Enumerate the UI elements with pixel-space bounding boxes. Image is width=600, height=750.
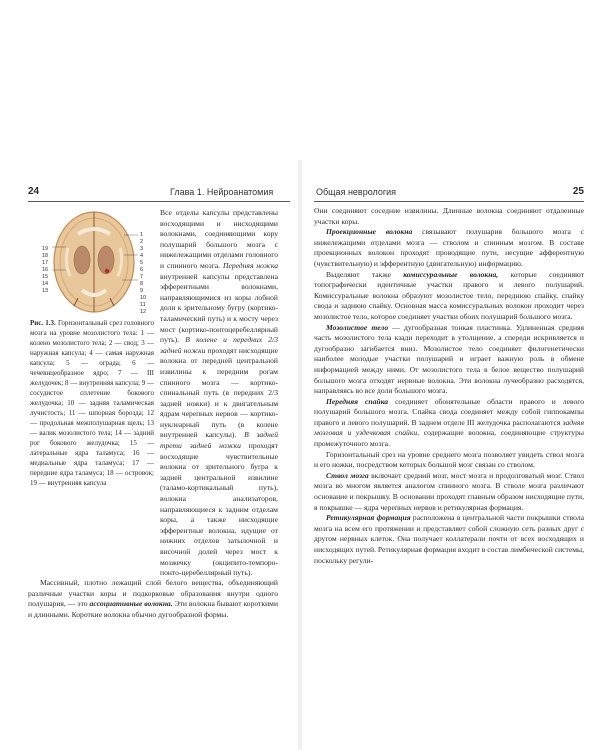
figure-caption — [30, 318, 154, 488]
brain-section-figure — [38, 208, 158, 318]
para-commissural-text: которые соединяют топографически идентичные участки правого и левого полушарий. Комиссуральные волокна образуют мозолистое тело, переднюю спайку, спайку свода и заднюю спайку. Основная масса комиссуральных волокон проходит через мозолистое тело, которое соединяет участки обоих полушарий большого мозга. — [314, 269, 585, 321]
figure-label-6: 6 — [140, 267, 144, 273]
figure-label-11: 11 — [140, 302, 146, 308]
right-page-header — [314, 185, 584, 202]
para-short-long-fibers: Они соединяют соседние извилины. Длинные волокна соединяют отдаленные участки коры. — [314, 206, 584, 226]
para-capsule-intro: Все отделы капсулы представлены восходящими и нисходящими волокнами, соединяющими кору полушарий большого мозга с нижележащими отделами головного и спинного мозга. — [160, 208, 278, 270]
figure-label-8: 8 — [140, 281, 144, 287]
figure-label-16: 16 — [42, 267, 49, 273]
para-anterior-commissure — [314, 397, 584, 450]
figure-caption-text: Горизонтальный срез головного мозга на уровне мозолистого тела: 1 — колено мозолистого тела; 2 — свод; 3 — наружная капсула; 4 — самая наружная капсула; 5 — ограда; 6 — чечевицеобразное ядро; 7 — III желудочек; 8 — внутренняя капсула; 9 — сосудистое сплетение бокового желудочка; 10 — задняя таламическая лучистость; 11 — шпорная борозда; 12 — продольная межполушарная щель; 13 — валик мозолистого тела; 14 — задний рог бокового желудочка; 15 — латеральные ядра таламуса; 16 — медиальные ядра таламуса; 17 — передние ядра таламуса; 18 — островок; 19 — внутренняя капсула — [30, 319, 154, 487]
em-brainstem: Ствол мозга — [326, 470, 369, 480]
para-brainstem — [314, 471, 584, 513]
para-anterior-commissure-text: соединяет обонятельные области правого и левого полушарий большого мозга. Спайка свода соединяет между собой гиппокампы правого и левого полушарий. В заднем отделе III желудочка располагаются — [314, 396, 584, 427]
figure-caption-label: Рис. 1.3. — [30, 319, 56, 327]
choroid-plexus — [105, 269, 109, 273]
em-association-fibers: ассоциативные волокна. — [89, 599, 173, 609]
para-anterior-limb: внутренней капсулы представлена эфферентными волокнами, направляющимися из коры лобной доли к зрительному бугру (кортико-таламический путь) и к мосту через мост (кортико-понтоцеребеллярный путь). — [160, 271, 278, 345]
right-page-number: 25 — [572, 186, 584, 197]
em-genu: В колене и передних 2/3 задней ножки — [160, 335, 278, 355]
para-brainstem-text: включает средний мозг, мост мозга и продолговатый мозг. Ствол мозга во многом является аналогом спинного мозга. В стволе мозга различают основание и покрышку. В основании проходят главным образом нисходящие пути, в покрышке — ядра черепных нервов и ретикулярная формация. — [314, 470, 584, 512]
para-reticular-text: расположена в центральной части покрышки ствола мозга на всем его протяжении и представляет собой сложную сеть разных друг с другом нервных клеток. Она получает коллатерали почти от всех восходящих и нисходящих путей. Ретикулярная формация входит в состав лимбической системы, поскольку регули- — [314, 513, 584, 565]
left-thalamus — [74, 246, 90, 274]
figure-label-13: 13 — [42, 288, 49, 294]
figure-label-14: 14 — [42, 281, 49, 287]
para-corpus-callosum — [314, 323, 584, 397]
figure-label-18: 18 — [42, 253, 49, 259]
para-association-end: Эти волокна бывают короткими и длинными. Короткие волокна обычно дугообразной формы. — [28, 599, 279, 619]
em-corpus-callosum: Мозолистое тело — [326, 322, 389, 332]
figure-label-5: 5 — [140, 260, 144, 266]
figure-label-3: 3 — [140, 246, 144, 252]
para-commissural-lead: Выделяют также — [326, 269, 391, 279]
para-association: Массивный, плотно лежащий слой белого вещества, объединяющий различные участки коры и подкорковые образования внутри одного полушария, — это — [28, 578, 278, 609]
running-title: Общая неврология — [316, 187, 397, 197]
em-anterior-commissure: Передняя спайка — [326, 396, 389, 406]
em-commissural-fibers: комиссуральные волокна, — [403, 269, 499, 279]
figure-label-4: 4 — [140, 253, 144, 259]
chapter-title: Глава 1. Нейроанатомия — [170, 187, 274, 197]
para-posterior-third: проходят восходящие чувствительные волокна от зрительного бугра к задней центральной извилине (таламо-кортикальный путь), волокна анализаторов, направляющиеся к задним отделам коры, а также нисходящие эфферентные волокна, идущие от нижних отделов затылочной и височной долей через мост к мозжечку (окципито-темпоро-понто-церебеллярный путь). — [160, 441, 278, 578]
em-reticular-formation: Ретикулярная формация — [326, 513, 411, 523]
left-bottom-paragraph — [28, 578, 278, 620]
figure-label-1: 1 — [140, 232, 144, 238]
para-reticular — [314, 513, 584, 566]
para-projection-text: связывают полушария большого мозга с нижележащими отделами мозга — стволом и спинным мозгом. В составе проекционных волокон проходят проводящие пути, несущие афферентную (чувствительную) и эфферентную (двигательную) информацию. — [314, 227, 584, 268]
left-column-text — [160, 208, 278, 579]
para-midbrain-section: Горизонтальный срез на уровне среднего мозга позволяет увидеть ствол мозга и его ножки, посредством которых большой мозг связан со стволом. — [314, 449, 584, 470]
figure-label-15: 15 — [42, 274, 49, 280]
figure-label-19: 19 — [42, 246, 49, 252]
left-page-number: 24 — [28, 186, 40, 197]
para-commissural — [314, 270, 584, 323]
em-anterior-limb: Передняя ножка — [222, 260, 278, 270]
para-genu: проходят нисходящие волокна от передней центральной извилины к передним рогам спинного мозга — кортико-спинальный путь (в передних 2/3 задней ножки) и к двигательным ядрам черепных нервов — кортико-нуклеарный путь (в колене внутренней капсулы). — [160, 345, 278, 440]
left-page-header — [28, 185, 290, 202]
para-corpus-callosum-text: — дугообразная тонкая пластинка. Удлиненная средняя часть мозолистого тела кзади переходит в утолщение, а спереди искривляется и дугообразно загибается вниз. Мозолистое тело соединяет филогенетически наиболее молодые участки полушарий и играет важную роль в обмене информацией между ними. От мозолистого тела в белое вещество полушарий большого мозга отходят нервные волокна. Эти волокна лучеобразно расходятся, направляясь во все доли большого мозга. — [314, 322, 584, 396]
figure-label-17: 17 — [42, 260, 49, 266]
figure-label-9: 9 — [140, 288, 144, 294]
em-projection-fibers: Проекционные волокна — [326, 227, 413, 237]
figure-label-12: 12 — [140, 309, 147, 315]
figure-label-10: 10 — [140, 295, 147, 301]
right-page — [300, 0, 600, 750]
figure-label-2: 2 — [140, 239, 144, 245]
para-projection — [314, 227, 584, 269]
para-posterior-commissures-text: содержащие волокна, соединяющие структуры промежуточного мозга. — [314, 428, 584, 449]
right-page-body — [314, 206, 584, 566]
em-posterior-commissures: задняя мозговая и уздечковая спайки, — [314, 417, 584, 438]
em-posterior-third: В задней трети задней ножки — [160, 430, 279, 451]
figure-label-7: 7 — [140, 274, 144, 280]
